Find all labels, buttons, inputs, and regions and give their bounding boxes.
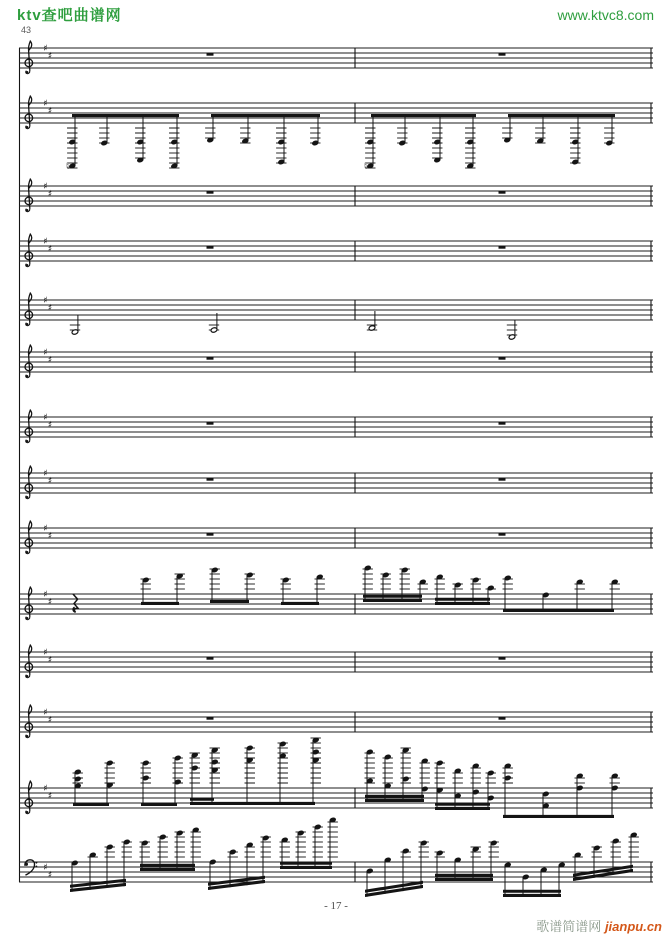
beam (190, 802, 214, 805)
beam (435, 602, 490, 605)
beam (72, 114, 179, 117)
treble-clef (25, 410, 33, 443)
treble-clef (25, 345, 33, 378)
sharp-sign: ♯ (43, 863, 48, 873)
sharp-sign: ♯ (47, 476, 53, 487)
beam (140, 864, 195, 867)
beam (363, 595, 422, 598)
sharp-sign: ♯ (47, 244, 53, 255)
beam (435, 874, 493, 877)
treble-clef (25, 466, 33, 499)
sharp-sign: ♯ (43, 590, 48, 600)
beam (141, 803, 177, 806)
sharp-sign: ♯ (43, 296, 48, 306)
treble-clef (25, 96, 33, 129)
whole-rest (207, 478, 214, 481)
sharp-sign: ♯ (47, 189, 53, 200)
sharp-sign: ♯ (47, 655, 53, 666)
beam (365, 795, 424, 798)
whole-rest (207, 53, 214, 56)
whole-rest (207, 191, 214, 194)
staff-8 (19, 466, 653, 499)
beam (365, 799, 424, 802)
staff-4 (19, 234, 653, 267)
sharp-sign: ♯ (43, 99, 48, 109)
watermark-site-url[interactable]: jianpu.cn (604, 919, 662, 934)
beam (371, 114, 476, 117)
sharp-sign: ♯ (47, 870, 53, 881)
staff-12 (19, 705, 653, 738)
beam (503, 815, 614, 818)
beam (508, 114, 615, 117)
sharp-sign: ♯ (43, 413, 48, 423)
treble-clef (25, 293, 33, 326)
staff-5 (19, 293, 653, 340)
staff-7 (19, 410, 653, 443)
beam (190, 798, 214, 801)
beam (435, 878, 493, 881)
treble-clef (25, 587, 33, 620)
staff-11 (19, 645, 653, 678)
beam (280, 866, 332, 869)
whole-rest (499, 717, 506, 720)
sharp-sign: ♯ (43, 784, 48, 794)
beam (211, 114, 320, 117)
sharp-sign: ♯ (43, 182, 48, 192)
whole-rest (499, 191, 506, 194)
beam (141, 602, 179, 605)
sharp-sign: ♯ (47, 791, 53, 802)
whole-rest (207, 717, 214, 720)
beam (73, 803, 109, 806)
whole-rest (207, 422, 214, 425)
sharp-sign: ♯ (47, 51, 53, 62)
sharp-sign: ♯ (43, 708, 48, 718)
treble-clef (25, 521, 33, 554)
beam (363, 599, 422, 602)
beam (435, 598, 490, 601)
beam (140, 868, 195, 871)
treble-clef (25, 645, 33, 678)
staff-3 (19, 179, 653, 212)
sharp-sign: ♯ (43, 469, 48, 479)
sharp-sign: ♯ (43, 648, 48, 658)
beam (503, 890, 561, 893)
watermark-top-right-url[interactable]: www.ktvc8.com (557, 7, 654, 23)
whole-rest (499, 357, 506, 360)
sharp-sign: ♯ (43, 44, 48, 54)
beam (281, 602, 319, 605)
staff-1 (19, 41, 653, 74)
watermark-bottom-right[interactable] (536, 916, 662, 935)
whole-rest (499, 53, 506, 56)
sharp-sign: ♯ (43, 524, 48, 534)
beam (503, 894, 561, 897)
measure-number: 43 (21, 25, 32, 35)
beam (435, 807, 490, 810)
sharp-sign: ♯ (47, 106, 53, 117)
staff-2 (19, 96, 653, 172)
whole-rest (207, 657, 214, 660)
sharp-sign: ♯ (47, 597, 53, 608)
sharp-sign: ♯ (43, 348, 48, 358)
sharp-sign: ♯ (47, 715, 53, 726)
whole-rest (207, 357, 214, 360)
treble-clef (25, 179, 33, 212)
whole-rest (499, 478, 506, 481)
sharp-sign: ♯ (47, 420, 53, 431)
whole-rest (499, 533, 506, 536)
staff-14 (19, 817, 653, 897)
quarter-rest (73, 594, 78, 612)
sharp-sign: ♯ (43, 237, 48, 247)
accidental-natural: ♮ (66, 162, 70, 172)
beam (280, 862, 332, 865)
beam (503, 609, 614, 612)
staff-13 (19, 737, 653, 818)
page-number: - 17 - (324, 900, 348, 912)
treble-clef (25, 705, 33, 738)
treble-clef (25, 234, 33, 267)
sharp-sign: ♯ (47, 355, 53, 366)
staff-6 (19, 345, 653, 378)
staff-10 (19, 565, 653, 620)
whole-rest (499, 657, 506, 660)
sharp-sign: ♯ (47, 303, 53, 314)
watermark-site-name: 歌谱简谱网 (536, 919, 602, 934)
whole-rest (499, 422, 506, 425)
sharp-sign: ♯ (47, 531, 53, 542)
watermark-top-left[interactable]: ktv查吧曲谱网 (17, 7, 122, 24)
accidental-natural: ♮ (364, 162, 368, 172)
whole-rest (207, 533, 214, 536)
whole-rest (499, 246, 506, 249)
whole-rest (207, 246, 214, 249)
beam (435, 803, 490, 806)
beam (210, 600, 249, 603)
treble-clef (25, 781, 33, 814)
staff-9 (19, 521, 653, 554)
treble-clef (25, 41, 33, 74)
beam (214, 802, 315, 805)
